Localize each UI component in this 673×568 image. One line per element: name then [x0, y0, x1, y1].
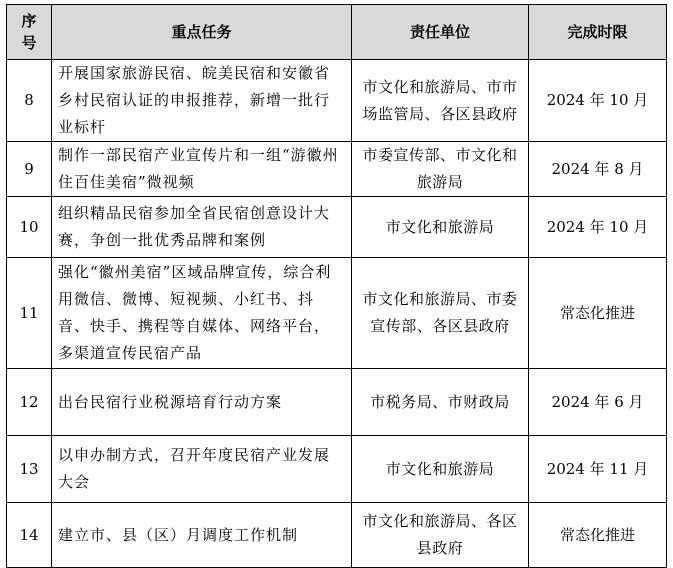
row-deadline: 常态化推进 [529, 503, 667, 568]
row-number: 10 [7, 197, 52, 258]
row-number: 11 [7, 258, 52, 369]
row-unit: 市文化和旅游局、市市场监管局、各区县政府 [352, 60, 529, 142]
row-number: 13 [7, 436, 52, 503]
task-table [6, 4, 667, 568]
row-unit: 市文化和旅游局、各区县政府 [352, 503, 529, 568]
row-task: 强化“徽州美宿”区域品牌宣传，综合利用微信、微博、短视频、小红书、抖音、快手、携程等自媒体、网络平台，多渠道宣传民宿产品 [52, 258, 352, 369]
header-unit: 责任单位 [352, 5, 529, 60]
table-row [7, 142, 667, 197]
row-number: 9 [7, 142, 52, 197]
row-deadline: 常态化推进 [529, 258, 667, 369]
header-deadline: 完成时限 [529, 5, 667, 60]
row-unit: 市委宣传部、市文化和旅游局 [352, 142, 529, 197]
table-row [7, 503, 667, 568]
table-row [7, 436, 667, 503]
row-number: 14 [7, 503, 52, 568]
row-task: 以申办制方式，召开年度民宿产业发展大会 [52, 436, 352, 503]
table-row [7, 369, 667, 436]
row-task: 出台民宿行业税源培育行动方案 [52, 369, 352, 436]
row-deadline: 2024 年 11 月 [529, 436, 667, 503]
header-task: 重点任务 [52, 5, 352, 60]
row-task: 制作一部民宿产业宣传片和一组“游徽州住百佳美宿”微视频 [52, 142, 352, 197]
row-task: 组织精品民宿参加全省民宿创意设计大赛，争创一批优秀品牌和案例 [52, 197, 352, 258]
table-row [7, 258, 667, 369]
table-row [7, 60, 667, 142]
row-deadline: 2024 年 6 月 [529, 369, 667, 436]
row-deadline: 2024 年 10 月 [529, 197, 667, 258]
row-unit: 市税务局、市财政局 [352, 369, 529, 436]
row-unit: 市文化和旅游局 [352, 436, 529, 503]
row-deadline: 2024 年 8 月 [529, 142, 667, 197]
header-seq: 序号 [7, 5, 52, 60]
row-number: 8 [7, 60, 52, 142]
table-header-row [7, 5, 667, 60]
row-unit: 市文化和旅游局 [352, 197, 529, 258]
table-row [7, 197, 667, 258]
row-deadline: 2024 年 10 月 [529, 60, 667, 142]
row-task: 建立市、县（区）月调度工作机制 [52, 503, 352, 568]
row-task: 开展国家旅游民宿、皖美民宿和安徽省乡村民宿认证的申报推荐，新增一批行业标杆 [52, 60, 352, 142]
row-unit: 市文化和旅游局、市委宣传部、各区县政府 [352, 258, 529, 369]
row-number: 12 [7, 369, 52, 436]
